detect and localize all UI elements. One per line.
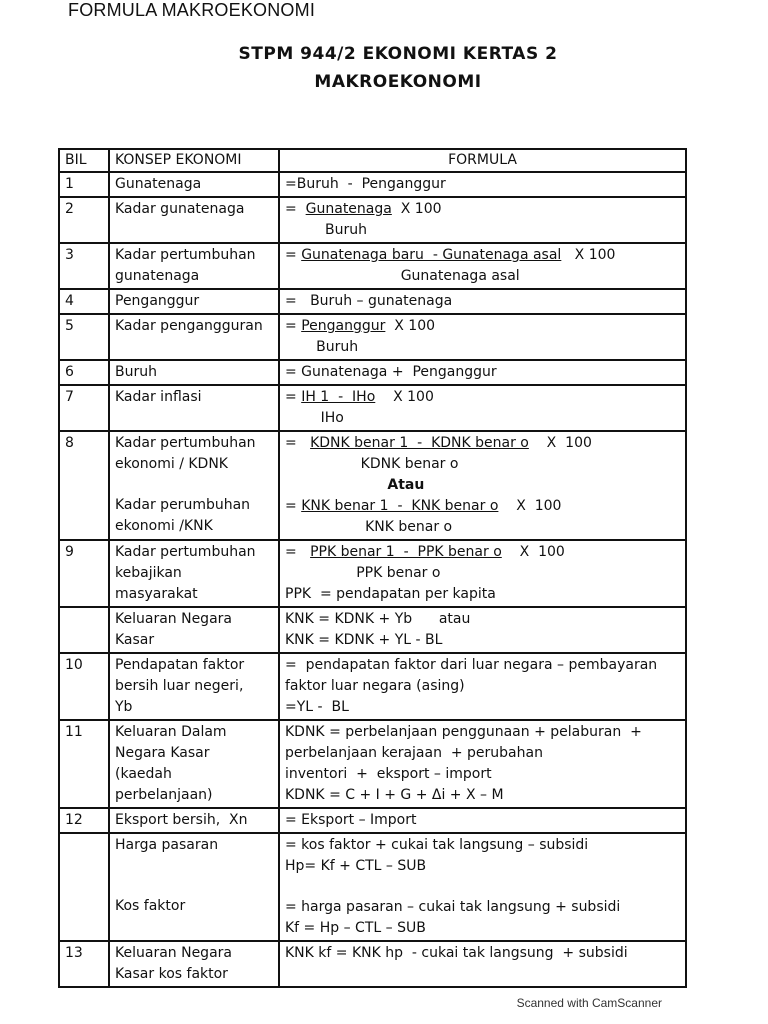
cell-bil: 11	[59, 720, 109, 808]
konsep-line	[115, 856, 273, 876]
cell-formula	[279, 607, 686, 653]
konsep-line: Kasar kos faktor	[115, 966, 228, 982]
table-row	[59, 540, 686, 607]
konsep-line: ekonomi / KDNK	[115, 456, 228, 472]
konsep-line: Kadar inflasi	[115, 389, 202, 405]
table-row	[59, 808, 686, 833]
formula-line: = Eksport – Import	[285, 812, 417, 828]
konsep-line: Kadar pertumbuhan	[115, 435, 256, 451]
cell-konsep	[109, 540, 279, 607]
document-title: STPM 944/2 EKONOMI KERTAS 2	[238, 44, 558, 64]
cell-bil: 5	[59, 314, 109, 360]
cell-bil: 8	[59, 431, 109, 540]
table-header-row	[59, 149, 686, 172]
konsep-line: Kadar gunatenaga	[115, 201, 245, 217]
cell-formula	[279, 289, 686, 314]
cell-bil	[59, 833, 109, 941]
formula-line: KNK = KDNK + YL - BL	[285, 632, 443, 648]
formula-line: Hp= Kf + CTL – SUB	[285, 858, 427, 874]
formula-line: = Gunatenaga + Penganggur	[285, 364, 497, 380]
konsep-line: masyarakat	[115, 586, 198, 602]
konsep-line: Gunatenaga	[115, 176, 202, 192]
cell-formula	[279, 197, 686, 243]
table-row	[59, 314, 686, 360]
table-row	[59, 360, 686, 385]
cell-formula	[279, 431, 686, 540]
konsep-line: Kasar	[115, 632, 155, 648]
cell-bil: 7	[59, 385, 109, 431]
formula-line: KNK = KDNK + Yb atau	[285, 611, 471, 627]
formula-table	[58, 148, 687, 988]
cell-formula	[279, 540, 686, 607]
cell-formula	[279, 385, 686, 431]
formula-line: = kos faktor + cukai tak langsung – subsidi	[285, 837, 589, 853]
cell-formula	[279, 243, 686, 289]
konsep-line: Buruh	[115, 364, 157, 380]
table-row	[59, 243, 686, 289]
cell-bil: 12	[59, 808, 109, 833]
formula-line: KNK kf = KNK hp - cukai tak langsung + subsidi	[285, 945, 628, 961]
header-formula: FORMULA	[279, 149, 686, 172]
konsep-line: Pendapatan faktor	[115, 657, 245, 673]
formula-line: = Gunatenaga X 100	[285, 201, 442, 217]
table-row	[59, 833, 686, 941]
formula-line: =Buruh - Penganggur	[285, 176, 446, 192]
formula-line: = IH 1 - IHo X 100	[285, 389, 434, 405]
konsep-line: Keluaran Dalam	[115, 724, 227, 740]
formula-line: Gunatenaga asal	[285, 268, 520, 284]
cell-bil: 3	[59, 243, 109, 289]
cell-bil: 9	[59, 540, 109, 607]
formula-line: = harga pasaran – cukai tak langsung + subsidi	[285, 899, 621, 915]
document-subtitle: MAKROEKONOMI	[314, 72, 482, 92]
header-bil: BIL	[59, 149, 109, 172]
formula-line: inventori + eksport – import	[285, 766, 492, 782]
formula-line: = pendapatan faktor dari luar negara – pembayaran	[285, 657, 658, 673]
cell-bil: 1	[59, 172, 109, 197]
scanner-watermark: Scanned with CamScanner	[516, 996, 662, 1010]
cell-konsep	[109, 360, 279, 385]
cell-formula	[279, 720, 686, 808]
header-konsep: KONSEP EKONOMI	[109, 149, 279, 172]
document-top-heading: FORMULA MAKROEKONOMI	[68, 0, 316, 20]
cell-bil: 2	[59, 197, 109, 243]
konsep-line: ekonomi /KNK	[115, 518, 213, 534]
konsep-line: Kadar pertumbuhan	[115, 247, 256, 263]
konsep-line: Eksport bersih, Xn	[115, 812, 248, 828]
formula-line: KDNK = C + I + G + Δi + X – M	[285, 787, 504, 803]
formula-line: = Gunatenaga baru - Gunatenaga asal X 100	[285, 247, 616, 263]
konsep-line: Keluaran Negara	[115, 945, 232, 961]
konsep-line: Kadar pengangguran	[115, 318, 263, 334]
konsep-line: Negara Kasar	[115, 745, 210, 761]
table-row	[59, 653, 686, 720]
cell-bil: 6	[59, 360, 109, 385]
formula-line: Atau	[285, 477, 425, 493]
cell-bil: 4	[59, 289, 109, 314]
table-row	[59, 607, 686, 653]
cell-formula	[279, 808, 686, 833]
cell-konsep	[109, 808, 279, 833]
konsep-line: Kos faktor	[115, 898, 186, 914]
cell-formula	[279, 941, 686, 987]
formula-line: faktor luar negara (asing)	[285, 678, 465, 694]
cell-konsep	[109, 172, 279, 197]
cell-konsep	[109, 833, 279, 941]
formula-line: = Buruh – gunatenaga	[285, 293, 453, 309]
formula-line: KNK benar o	[285, 519, 453, 535]
cell-formula	[279, 360, 686, 385]
formula-line: Buruh	[285, 222, 368, 238]
konsep-line: Harga pasaran	[115, 837, 219, 853]
cell-konsep	[109, 314, 279, 360]
konsep-line: perbelanjaan)	[115, 787, 213, 803]
table-row	[59, 941, 686, 987]
table-row	[59, 197, 686, 243]
konsep-line	[115, 475, 273, 495]
table-row	[59, 385, 686, 431]
cell-bil	[59, 607, 109, 653]
konsep-line: bersih luar negeri,	[115, 678, 244, 694]
konsep-line: gunatenaga	[115, 268, 200, 284]
formula-line: = KNK benar 1 - KNK benar o X 100	[285, 498, 562, 514]
konsep-line: Kadar perumbuhan	[115, 497, 251, 513]
cell-formula	[279, 833, 686, 941]
formula-line: IHo	[285, 410, 344, 426]
formula-line: = PPK benar 1 - PPK benar o X 100	[285, 544, 565, 560]
formula-line: = KDNK benar 1 - KDNK benar o X 100	[285, 435, 592, 451]
cell-bil: 10	[59, 653, 109, 720]
table-row	[59, 289, 686, 314]
formula-line: Kf = Hp – CTL – SUB	[285, 920, 426, 936]
cell-konsep	[109, 653, 279, 720]
cell-konsep	[109, 243, 279, 289]
konsep-line: Kadar pertumbuhan	[115, 544, 256, 560]
cell-konsep	[109, 197, 279, 243]
konsep-line: kebajikan	[115, 565, 182, 581]
table-row	[59, 431, 686, 540]
formula-line	[285, 877, 680, 897]
formula-line: perbelanjaan kerajaan + perubahan	[285, 745, 543, 761]
konsep-line	[115, 876, 273, 896]
table-body	[59, 172, 686, 987]
formula-line: Buruh	[285, 339, 359, 355]
konsep-line: Penganggur	[115, 293, 200, 309]
formula-line: =YL - BL	[285, 699, 349, 715]
cell-konsep	[109, 385, 279, 431]
konsep-line: Yb	[115, 699, 133, 715]
cell-formula	[279, 172, 686, 197]
formula-line: KDNK = perbelanjaan penggunaan + pelaburan +	[285, 724, 642, 740]
cell-konsep	[109, 941, 279, 987]
konsep-line: (kaedah	[115, 766, 172, 782]
formula-line: PPK benar o	[285, 565, 441, 581]
formula-line: PPK = pendapatan per kapita	[285, 586, 496, 602]
table-row	[59, 720, 686, 808]
cell-konsep	[109, 720, 279, 808]
formula-line: = Penganggur X 100	[285, 318, 436, 334]
cell-formula	[279, 653, 686, 720]
cell-formula	[279, 314, 686, 360]
cell-konsep	[109, 607, 279, 653]
konsep-line: Keluaran Negara	[115, 611, 232, 627]
cell-konsep	[109, 289, 279, 314]
table-row	[59, 172, 686, 197]
formula-line: KDNK benar o	[285, 456, 459, 472]
cell-bil: 13	[59, 941, 109, 987]
cell-konsep	[109, 431, 279, 540]
